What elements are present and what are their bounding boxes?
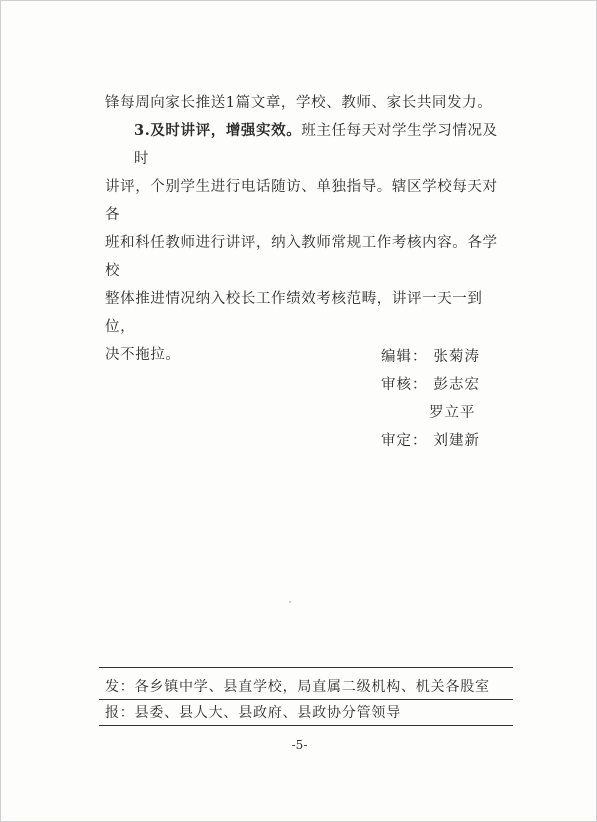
editor-name: 张菊涛	[433, 349, 480, 365]
review-line	[381, 375, 480, 395]
page-number: -5-	[291, 738, 308, 752]
approve-name: 刘建新	[433, 433, 480, 449]
paragraph-3-lead: 3.及时讲评，增强实效。	[134, 122, 302, 139]
middle-rule	[99, 699, 513, 700]
body-line-continued: 锋每周向家长推送1篇文章，学校、教师、家长共同发力。	[105, 95, 493, 111]
distribution-send: 发：各乡镇中学、县直学校，局直属二级机构、机关各股室	[105, 679, 490, 695]
editor-label: 编辑：	[381, 349, 428, 365]
approve-line	[381, 431, 480, 451]
review-name-2: 罗立平	[429, 405, 476, 421]
paragraph-3-line-4: 整体推进情况纳入校长工作绩效考核范畴，讲评一天一到位，	[105, 291, 483, 335]
paragraph-3	[105, 117, 505, 369]
paragraph-3-line-1-rest: 班主任每天对学生学习情况及时	[134, 123, 498, 167]
review-name-1: 彭志宏	[433, 377, 480, 393]
approve-label: 审定：	[381, 433, 428, 449]
paragraph-3-line-2: 讲评，个别学生进行电话随访、单独指导。辖区学校每天对各	[105, 179, 498, 223]
review-label: 审核：	[381, 377, 428, 393]
top-rule	[99, 667, 513, 668]
paragraph-3-line-5: 决不拖拉。	[105, 347, 181, 363]
scan-speck	[289, 601, 291, 603]
editor-line	[381, 347, 480, 367]
bottom-rule	[99, 725, 513, 726]
paragraph-3-line-3: 班和科任教师进行讲评，纳入教师常规工作考核内容。各学校	[105, 235, 498, 279]
distribution-report: 报：县委、县人大、县政府、县政协分管领导	[105, 705, 401, 721]
paragraph-3-line-1	[105, 117, 505, 173]
